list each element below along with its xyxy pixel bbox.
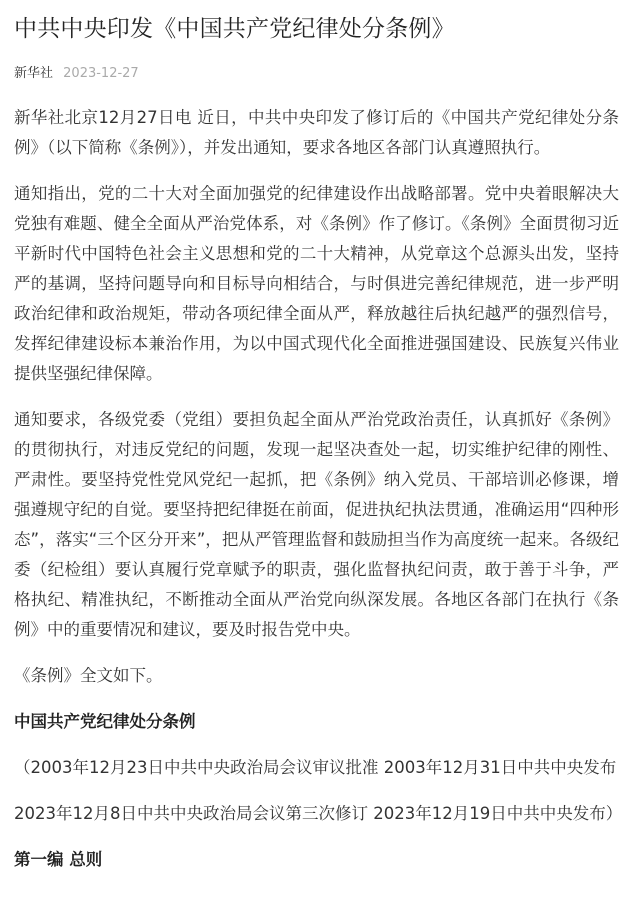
- article-date: 2023-12-27: [63, 66, 139, 81]
- paragraph-lead: 新华社北京12月27日电 近日，中共中央印发了修订后的《中国共产党纪律处分条例》（以下简称《条例》），并发出通知，要求各地区各部门认真遵照执行。: [14, 108, 619, 157]
- article-meta: [14, 65, 619, 83]
- paragraph-notice-points: 通知指出，党的二十大对全面加强党的纪律建设作出战略部署。党中央着眼解决大党独有难题、健全全面从严治党体系，对《条例》作了修订。《条例》全面贯彻习近平新时代中国特色社会主义思想和党的二十大精神，从党章这个总源头出发，坚持严的基调，坚持问题导向和目标导向相结合，与时俱进完善纪律规范，进一步严明政治纪律和政治规矩，带动各项纪律全面从严，释放越往后执纪越严的强烈信号，发挥纪律建设标本兼治作用，为以中国式现代化全面推进强国建设、民族复兴伟业提供坚强纪律保障。: [14, 184, 619, 383]
- part-heading: 第一编 总则: [14, 850, 103, 869]
- paragraph-notice-requirements: 通知要求，各级党委（党组）要担负起全面从严治党政治责任，认真抓好《条例》的贯彻执行，对违反党纪的问题，发现一起坚决查处一起，切实维护纪律的刚性、严肃性。要坚持党性党风党纪一起抓，把《条例》纳入党员、干部培训必修课，增强遵规守纪的自觉。要坚持把纪律挺在前面，促进执纪执法贯通，准确运用“四种形态”，落实“三个区分开来”，把从严管理监督和鼓励担当作为高度统一起来。各级纪委（纪检组）要认真履行党章赋予的职责，强化监督执纪问责，敢于善于斗争，严格执纪、精准执纪，不断推动全面从严治党向纵深发展。各地区各部门在执行《条例》中的重要情况和建议，要及时报告党中央。: [14, 410, 619, 639]
- paragraph-full-text-intro: 《条例》全文如下。: [14, 666, 163, 685]
- document-title: 中国共产党纪律处分条例: [14, 712, 196, 731]
- document-history-2: 2023年12月8日中共中央政治局会议第三次修订 2023年12月19日中共中央发布）: [14, 804, 623, 823]
- article-body: [14, 103, 623, 875]
- article-source[interactable]: 新华社: [14, 66, 54, 81]
- document-history-1: （2003年12月23日中共中央政治局会议审议批准 2003年12月31日中共中央发布: [14, 758, 617, 777]
- article-title: 中共中央印发《中国共产党纪律处分条例》: [14, 16, 455, 42]
